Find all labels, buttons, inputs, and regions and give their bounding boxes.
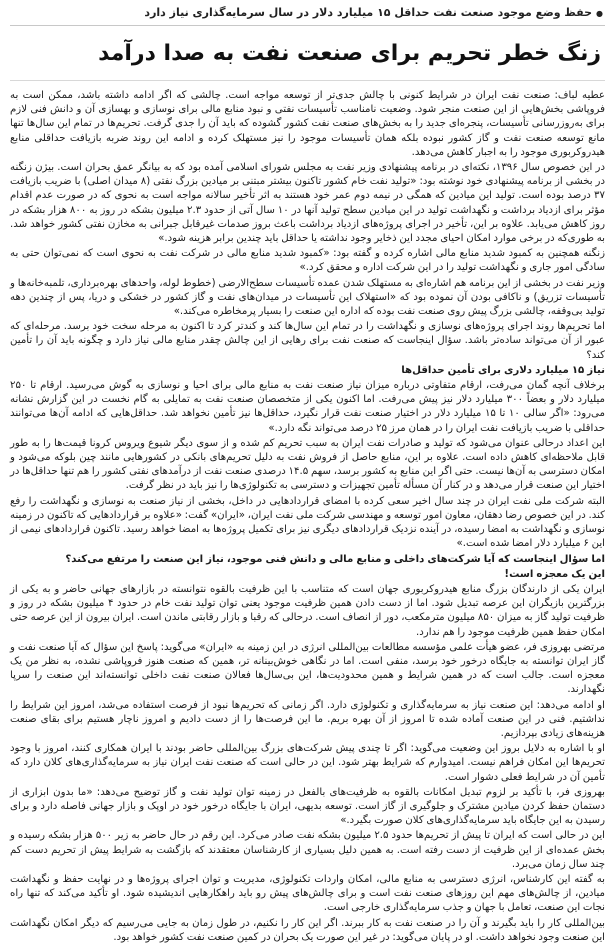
- paragraph: مرتضی بهروزی فر، عضو هیأت علمی مؤسسه مطالعات بین‌المللی انرژی در این زمینه به «ایران» می‌گوید: پاسخ این سؤال که آیا صنعت نفت و گاز ایران توانسته به جایگاه درخور خود برسد، منفی است. اما در نگاهی خوش‌بینانه تر، همین که صنعت هنوز فروپاشی نشده، به نظر من یک معجزه است. جالب است که در همین شرایط و همین محدودیت‌ها، این بی‌سال‌ها فعالان صنعت نفت داخلی توانسته‌اند این صنعت را سرپا نگهدارند.: [10, 641, 605, 696]
- paragraph: وزیر نفت در بخشی از این برنامه هم اشاره‌ای به مستهلک شدن عمده تأسیسات سطح‌الارضی (خطوط لوله، واحدهای بهره‌برداری، تلمبه‌خانه‌ها و تأسیسات تزریق) و ناکافی بودن آن نموده بود که «استهلاک این تأسیسات در میدان‌های نفت و گاز کشور در خشکی و دریا، پس از چندین دهه تولید بی‌وقفه، چالشی بزرگ پیش روی صنعت نفت بوده که اداره این صنعت را بسیار پرمخاطره می‌کند.»: [10, 277, 605, 318]
- paragraph: زنگنه همچنین به کمبود شدید منابع مالی اشاره کرده و گفته بود: «کمبود شدید منابع مالی در شرکت نفت به نحوی است که نمی‌توان حتی به سادگی امور جاری و نگهداشت تولید را در این شرکت اداره و محقق کرد.»: [10, 248, 605, 274]
- article-title: زنگ خطر تحریم برای صنعت نفت به صدا درآمد: [98, 41, 601, 66]
- paragraph: این در حالی است که ایران تا پیش از تحریم‌ها حدود ۲.۵ میلیون بشکه نفت صادر می‌کرد. این رقم در حال حاضر به زیر ۵۰۰ هزار بشکه رسیده و بخش عمده‌ای از این ظرفیت از دست رفته است. به همین دلیل بسیاری از کارشناسان معتقدند که بازگشت به شرایط پیش از تحریم دست کم چند سال زمان می‌برد.: [10, 830, 605, 870]
- paragraph: برخلاف آنچه گمان می‌رفت، ارقام متفاوتی درباره میزان نیاز صنعت نفت به منابع مالی برای احیا و نوسازی به گوش می‌رسید. ارقام تا ۲۵۰ میلیارد دلار و بعضاً ۳۰۰ میلیارد دلار نیز پیش می‌رفت. اما اکنون یکی از متخصصان صنعت نفت به تمایلی به گام نخست در این گزارش نشانه می‌رود: «اگر سالی ۱۰ تا ۱۵ میلیارد دلار در اختیار صنعت نفت قرار نگیرد، حداقل‌ها نیز تأمین نخواهد شد. حداقل‌هایی که ادامه آن‌ها می‌توانند حداقلی با ضریب بازیافت نفت ایران را در همان مرز ۲۵ درصد می‌تواند نگه دارد.»: [10, 380, 605, 434]
- paragraph: او با اشاره به دلایل بروز این وضعیت می‌گوید: اگر تا چندی پیش شرکت‌های بزرگ بین‌المللی حاضر بودند با ایران همکاری کنند، امروز با وجود تحریم‌ها این امکان فراهم نیست. امیدوارم که شرایط بهتر شود. این در حالی است که صنعت نفت ایران نیاز به سرمایه‌گذاری‌های کلان دارد که تأمین آن در شرایط فعلی دشوار است.: [10, 743, 605, 783]
- subheading: این یک معجزه است!: [504, 568, 605, 580]
- paragraph: به گفته این کارشناس، انرژی دسترسی به منابع مالی، امکان واردات تکنولوژی، مدیریت و توان اجرای پروژه‌ها و در نهایت حفظ و نگهداشت میادین، از چالش‌های مهم این روزهای صنعت نفت است و برای چالش‌های پیش رو باید راهکارهایی اندیشیده شود. او تأکید می‌کند که تنها راه نجات این صنعت، تعامل با جهان و جذب سرمایه‌گذاری خارجی است.: [10, 873, 605, 914]
- article-body: [10, 89, 605, 945]
- paragraph: اما تحریم‌ها روند اجرای پروژه‌های نوسازی و نگهداشت را در تمام این سال‌ها کند و کندتر کرد تا اکنون به مرحله سخت خود برسد. مرحله‌ای که عبور از آن می‌تواند ساده‌تر باشد. سؤال اینجاست که صنعت نفت برای رهایی از این چالش چقدر منابع مالی نیاز دارد و چگونه باید آن را تأمین کند؟: [10, 321, 605, 361]
- paragraph: او ادامه می‌دهد: این صنعت نیاز به سرمایه‌گذاری و تکنولوژی دارد. اگر زمانی که تحریم‌ها نبود از فرصت استفاده می‌شد، امروز این شرایط را نداشتیم. فنی در این صنعت آماده شده تا امروز از آن بهره بریم. ما این فرصت‌ها را از دست دادیم و امروز ناچار هستیم برای بقای صنعت هزینه‌های زیادی بپردازیم.: [10, 699, 605, 739]
- paragraph: بهروزی فر، با تأکید بر لزوم تبدیل امکانات بالقوه به ظرفیت‌های بالفعل در زمینه توان تولید نفت و گاز توضیح می‌دهد: «ما بدون ابزاری از دستمان حفظ کردن میادین مشترک و جلوگیری از گاز است. توسعه بدیهی، ایران با جایگاه درخور خود در اوپک و بازار جهانی فاصله دارد و برای رسیدن به این جایگاه باید سرمایه‌گذاری‌های کلان صورت بگیرد.»: [10, 786, 605, 827]
- paragraph: عطیه لباف: صنعت نفت ایران در شرایط کنونی با چالش جدی‌تر از توسعه مواجه است. چالشی که اگر ادامه داشته باشد، ممکن است به فروپاشی بخش‌هایی از این صنعت منجر شود. وضعیت نامناسب تأسیسات نفتی و نبود منابع مالی برای نوسازی و بهسازی آن و دانش فنی لازم برای به‌روزرسانی تأسیسات، پنجره‌ای جدید را به بخش‌های صنعت نفت کشور گشوده که باید آن را جدی گرفت. تحریم‌ها در تمام این سال‌ها تنها مانع توسعه صنعت نفت و گاز کشور نبوده بلکه همان تأسیسات موجود را نیز مستهلک کرده و ادامه این روند ضربه بازیافت حداقلی منابع هیدروکربوری موجود را به اجبار کاهش می‌دهد.: [10, 90, 605, 158]
- title-rule: [10, 80, 605, 81]
- bullet-icon: ●: [596, 9, 603, 18]
- subheading: نیاز ۱۵ میلیارد دلاری برای تأمین حداقل‌ها: [401, 364, 605, 376]
- kicker-line: [10, 6, 605, 19]
- paragraph: ایران یکی از دارندگان بزرگ منابع هیدروکربوری جهان است که متناسب با این ظرفیت بالقوه نتوانسته در بازارهای جهانی حاضر و به یکی از بزرگترین بازیگران این عرصه تبدیل شود. اما از دست دادن همین ظرفیت موجود یعنی توان تولید نفت خام در حدود ۴ میلیون بشکه در روز و ظرفیت تولید گاز به میزان ۸۵۰ میلیون مترمکعب، دور از انصاف است. درحالی که رقبا و بازار رقابتی ماندن است. ایران بیرون از این عرصه حتی امکان حفظ همین ظرفیت موجود را هم ندارد.: [10, 583, 605, 638]
- paragraph: البته شرکت ملی نفت ایران در چند سال اخیر سعی کرده با امضای قراردادهایی در داخل، بخشی از نیاز صنعت به نوسازی و نگهداشت را رفع کند. در این خصوص رضا دهقان، معاون امور توسعه و مهندسی شرکت ملی نفت ایران، «ایران» گفت: «علاوه بر قراردادهایی که تاکنون در زمینه نوسازی و نگهداشت به امضا رسیده، در آینده نزدیک قراردادهای دیگری نیز برای تکمیل پروژه‌ها به امضا خواهد رسید. تاکنون قراردادهای نیمی از این ۶ میلیارد دلار امضا شده است.»: [10, 495, 605, 550]
- paragraph: این اعداد درحالی عنوان می‌شود که تولید و صادرات نفت ایران به سبب تحریم کم شده و از سوی دیگر شیوع ویروس کرونا قیمت‌ها را به طور قابل ملاحظه‌ای کاهش داده است. علاوه بر این، منابع حاصل از فروش نفت به دلیل تحریم‌های بانکی در کشورهایی مانند چین بلوکه می‌شود و امکان دسترسی به آن‌ها نیست. حتی اگر این منابع به کشور برسد، سهم ۱۴.۵ درصدی صنعت نفت از درآمدهای نفتی کشور را هم تنها حداقل‌ها در اختیار این صنعت قرار می‌دهد و در کنار آن مسأله تأمین تجهیزات و دسترسی به تکنولوژی‌ها را نیز باید در نظر گرفت.: [10, 437, 605, 492]
- paragraph: در این خصوص سال ۱۳۹۶، نکته‌ای در برنامه پیشنهادی وزیر نفت به مجلس شورای اسلامی آمده بود که به بیانگر عمق بحران است. بیژن زنگنه در بخشی از برنامه پیشنهادی خود نوشته بود: «تولید نفت خام کشور تاکنون بیشتر مبتنی بر میادین بزرگ نفتی (۸ میدان اصلی) با ضریب بازیافت ۳۷ درصد بوده است. تولید این میادین که همگی در نیمه دوم عمر خود هستند به اثر تأخیر سالانه مواجه است به نحوی که در صورت عدم اقدام مؤثر برای ازدیاد برداشت و نگهداشت تولید در این میادین سطح تولید آنها در ۱۰ سال آتی از حدود ۲.۳ میلیون بشکه در روز به ۸۰۰ هزار بشکه در روز کاهش می‌یابد. علاوه بر این، تأخیر در اجرای پروژه‌های ازدیاد برداشت باعث بروز صدمات غیرقابل جبرانی به مخازن نفتی کشور خواهد شد. به طوری‌که در برخی موارد امکان احیای مجدد این ذخایر وجود نداشته یا حداقل باید چندین برابر هزینه شود.»: [10, 162, 605, 245]
- article-kicker: حفظ وضع موجود صنعت نفت حداقل ۱۵ میلیارد دلار در سال سرمایه‌گذاری نیاز دارد: [144, 6, 593, 19]
- top-rule: [10, 25, 605, 26]
- subheading: اما سؤال اینجاست که آیا شرکت‌های داخلی و منابع مالی و دانش فنی موجود، نیاز این صنعت را مرتفع می‌کند؟: [65, 553, 605, 565]
- paragraph: بین‌المللی کار را باید بگیرند و آن را در صنعت نفت به کار ببرند. اگر این کار را نکنیم، در طول زمان به جایی می‌رسیم که دیگر امکان نگهداشت این صنعت وجود نخواهد داشت. او در پایان می‌گوید: در غیر این صورت یک بحران در کمین صنعت نفت کشور خواهد بود.: [10, 917, 605, 943]
